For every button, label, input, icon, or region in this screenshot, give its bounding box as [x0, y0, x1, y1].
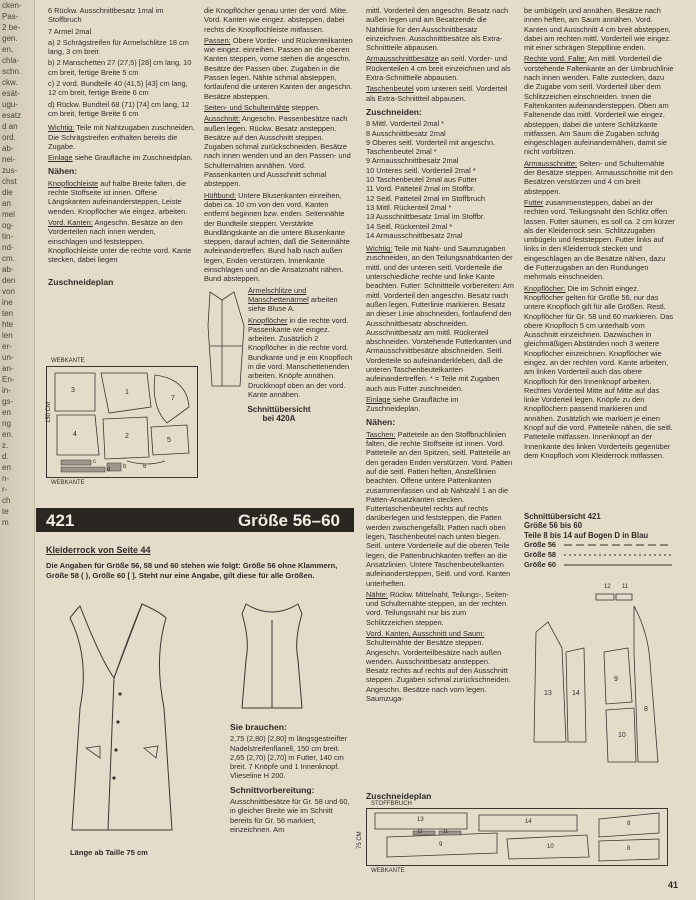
cutting-layout-1-pieces [47, 367, 197, 477]
cut-list-item: a) 2 Schrägstreifen für Armelschlitze 18 cm lang, 3 cm breit [48, 37, 189, 57]
legend-sizes: Größe 56 bis 60 [524, 521, 583, 531]
pattern-banner [36, 508, 354, 532]
piece-label-c: c [93, 459, 96, 465]
sie-brauchen-heading: Sie brauchen: [230, 722, 287, 732]
column-1 [48, 6, 196, 290]
webkante-label-2: WEBKANTE [371, 868, 405, 874]
piece-d [61, 467, 105, 472]
piece-label-1: 1 [125, 389, 129, 396]
zuschneiden-item: 9 Oberes seitl. Vorderteil mit angeschn. Taschenbeutel 2mal * [366, 137, 495, 157]
margin-fragment: 2 be- [2, 23, 21, 32]
legend-title: Schnittübersicht 421 [524, 512, 601, 521]
futter-4: Futter zusammensteppen, dabei an der rechten vord. Teilungsnaht den Schlitz offen lassen. Futter säumen, es soll ca. 2 cm kürzer als der Kleiderrock sein. Schlitzzugaben umbügeln und feststeppen. Futter links auf links in den Kleiderrock stecken und eingeschlagen an die Besätze nähen, dazu die Futterzugaben an den Rundungen mehrmals einschneiden. [524, 197, 675, 282]
piece-label-b: b [123, 464, 127, 470]
cut-list-item: 7 Armel 2mal [48, 26, 92, 36]
pattern-9 [604, 648, 632, 704]
margin-fragment: schn. [2, 67, 22, 76]
margin-fragment: chst [2, 177, 17, 186]
zuschneiden-item: 12 Seitl. Patteteil 2mal im Stoffbruch [366, 193, 485, 203]
zuschneiden-item: 11 Vord. Patteteil 2mal im Stoffbr. [366, 184, 475, 194]
cut-list-1 [48, 6, 196, 118]
zuschneiden-item: 8 Mittl. Vorderteil 2mal * [366, 119, 445, 129]
width-label: 150 CM [46, 401, 52, 423]
legend-parts: Teile 8 bis 14 auf Bogen D in Blau [524, 530, 649, 540]
margin-fragment: cm. [2, 254, 15, 263]
legend-60: Größe 60 [524, 559, 557, 569]
vordkanten-3: Vord. Kanten, Ausschnitt und Saum: Schulternähte der Besätze steppen. Angeschn. Vorderteilbesätze nach außen wenden. Ausschnittbesatz ansteppen. Besatz rechts auf rechts auf den Ausschnitt steppen. Zugaben schmal zurückschneiden. Angeschn. Besätze nach vorn legen. Saumzuga- [366, 629, 511, 704]
schnitt-title: Schnittübersicht [247, 405, 311, 415]
kleiderrock-section [46, 546, 354, 582]
zuschneiden-list [366, 119, 514, 240]
piece-label-12: 12 [417, 829, 423, 835]
zuschneideplan-heading-1: Zuschneideplan [48, 277, 114, 288]
margin-fragment: m [2, 518, 9, 527]
margin-fragment: ugu- [2, 100, 19, 109]
margin-fragment: an- [2, 364, 14, 373]
margin-fragment: die [2, 188, 13, 197]
margin-fragment: in- [2, 386, 11, 395]
pattern-overview-421 [522, 592, 682, 772]
seiten: Seiten- und Schulternähte steppen. [204, 102, 320, 112]
piece-label-9: 9 [439, 842, 443, 848]
overview-label-10: 10 [618, 732, 626, 739]
margin-fragment: an [2, 199, 11, 208]
tasche-3: Taschenbeutel vom unteren seitl. Vorderteil als Extra-Schnittteil abpausen. [366, 84, 508, 103]
jumper-dress-back-illustration [232, 600, 312, 712]
schnittvorbereitung-heading: Schnittvorbereitung: [230, 784, 315, 795]
pattern-number: 421 [46, 511, 75, 530]
kleiderrock-title: Kleiderrock von Seite 44 [46, 545, 151, 555]
wichtig-1: Wichtig: Teile mit Nahtzugaben zuschneiden. Die Schrägstreifen enthalten bereits die Zugabe. [48, 123, 195, 151]
armaus-4: Armausschnitte: Seiten- und Schulternähte der Besätze steppen. Armausschnitte mit den Besätzen verstürzen und 4 cm breit absteppen. [524, 158, 673, 196]
pattern-8 [634, 606, 658, 762]
knopf-1: Knopflochleiste auf halbe Breite falten, die rechte Stoffseite ist innen. Offene Längskanten aufeinandersteppen, Leiste wenden. Knopflöcher wie eingez. arbeiten. [48, 178, 188, 216]
legend-56: Größe 56 [524, 539, 557, 549]
blouse-schematic [204, 286, 248, 396]
piece-label-10: 10 [547, 844, 554, 850]
margin-fragment: ord. [2, 133, 16, 142]
zuschneiden-item: 14 Seitl. Rückenteil 2mal * [366, 221, 453, 231]
naehte-3: Nähte: Rückw. Mittelnaht, Teilungs-, Seiten- und Schulternähte steppen, an der rechten vord. Teilungsnaht nur bis zum Schlitzzeichen steppen. [366, 589, 509, 627]
ausschnitt: Ausschnitt: Angeschn. Passenbesätze nach außen legen. Rückw. Besatz ansteppen. Besätze auf den Ausschnitt steppen. Zugaben schmal zurückschneiden. Besätze nach innen wenden und an den Passen- und Schulternähten annähen. Vord. Passenkanten und Ausschnitt schmal absteppen. [204, 114, 351, 189]
zuschneiden-item: 10 Unteres seitl. Vorderteil 2mal * [366, 165, 476, 175]
webkante-bottom-label: WEBKANTE [51, 480, 85, 486]
zuschneiden-item: 14 Armausschnittbesatz 2mal [366, 230, 463, 240]
vordkanten-1: Vord. Kanten: Angeschn. Besätze an den Vorderteilen nach innen wenden, einschlagen und feststeppen. Knopflochleiste unter die rechte vord. Kante stecken, dabei liegen [48, 217, 192, 265]
column-4 [524, 6, 676, 462]
stoffbruch-label: STOFFBRUCH [371, 801, 412, 807]
column-3 [366, 6, 514, 705]
naehen-heading-3: Nähen: [366, 417, 396, 428]
margin-fragment: nd- [2, 243, 14, 252]
schnitt-sub: bei 420A [262, 414, 296, 424]
zuschneideplan-heading-2: Zuschneideplan [366, 791, 432, 801]
knopf-4: Knopflöcher: Die im Schnitt eingez. Knopflöcher gelten für Größe 56, nur das untere Knopfloch gilt für alle Größen. Restl. Knopflöcher für Gr. 58 und 60 markieren. Das obere Knopfloch 5 cm unterhalb vom Ausschnitt einzeichnen. Dazwischen in gleichmäßigen Abständen noch 3 weitere Knopflöcher einzeichnen. Knopflöcher wie eingez. an der rechten vord. Kante arbeiten, am linken Vorderteil auch das obere Knopfloch für den Innenknopf arbeiten. Rechtes Vorderteil Mitte auf Mitte auf das linke Vorderteil legen. Knöpfe zu den Knopflöchern passend markieren und annähen. Zusätzlich wie markiert je einen Knopf auf die vord. Patteteile nähen, die seitl. Patteteile mitfassen. Innenknopf an der Innenkante des linken Vorderteils gegenüber dem Knopfloch vom Kleiderrock mitfassen. [524, 283, 674, 460]
legend-line-styles [564, 540, 674, 570]
cut-list-item: c) 2 vord. Bundteile 40 (41,5) [43] cm lang, 12 cm breit, fertige Breite 6 cm [48, 79, 188, 98]
piece-label-8a: 8 [627, 821, 631, 827]
piece-label-2: 2 [125, 433, 129, 440]
length-caption: Länge ab Taille 75 cm [70, 848, 148, 857]
cutting-layout-2 [357, 801, 668, 874]
col4-intro: be umbügeln und annähen. Besätze nach innen heften, am Saum annähen. Vord. Kanten und Ausschnitt 4 cm breit absteppen, dabei am rechten mittl. Vorderteil wie eingez. mit einer schrägen Steppllinie enden. [524, 6, 672, 53]
margin-fragment: z. [2, 441, 9, 450]
width-label-2: 75 CM [357, 831, 363, 849]
hueftbund: Hüftbund: Untere Blusenkanten einreihen, dabei ca. 10 cm von den vord. Kanten entfernt beginnen bzw. enden. Seitennähte der Bundteile steppen. Verstärkte Bundlängskante an die untere Blusenkante steppen, darauf achten, daß die Seitennähte aufeinandertreffen. Bund halb nach außen legen, Enden verstürzen. Innenkante einschlagen und an die Ansatznaht nähen. Bund absteppen. [204, 190, 350, 284]
margin-fragment: esatz [2, 111, 22, 120]
overview-label-13: 13 [544, 690, 552, 697]
piece-label-3: 3 [71, 387, 75, 394]
margin-fragment: en. [2, 430, 14, 439]
piece-label-5: 5 [167, 437, 171, 444]
margin-fragment: en, [2, 45, 14, 54]
margin-fragment: gen. [2, 34, 18, 43]
rechte-falte: Rechte vord. Falte: Am mittl. Vorderteil die vorstehende Faltenkante an der Umbruchlinie nach innen wenden. Falte zustecken, dazu die Zugabe vom seitl. Vorderteil über dem Schlitzzeichen einschneiden. Innen die Faltenkanten aufeinandersteppen. Oben am Faltenende das mittl. Vorderteil wie eingez. absteppen, dabei die untere Schlitzkante mitfassen. Am Saum die Zugaben schräg eingeschlagen aufeinandernähen, damit sie nicht vorblitzen. [524, 54, 674, 157]
margin-fragment: d an [2, 122, 18, 131]
margin-fragment: len [2, 331, 13, 340]
passen: Passen: Obere Vorder- und Rückenteilkanten wie eingez. einreihen. Passen an die oberen Kanten steppen, vorne stehen die angeschn. Besätze der Passen über. Zugaben in die Passen legen. Nähte schmal absteppen, fortlaufend die unteren Kanten der angeschn. Besätze absteppen. [204, 35, 353, 101]
blouse-illustration-block [204, 286, 354, 400]
taschen-3: Taschen: Patteteile an den Stoffbruchlinien falten, die rechte Stoffseite ist innen. Vord. Patteteile an den Spitzen, seitl. Patteteile an den geraden Enden verstürzen. Vord. Patten auf die seitl. Patten heften, Ansteßlinien beachten. Offene untere Pattenkanten zusammenfassen und ab Nahtzahl 1 an die Patten-Ansatzkanten stecken. Futtertaschenbeutel rechts auf rechts darüberlegen und feststeppen, die Patten werden zwischengefaßt. Patten nach oben legen, Taschenbeutel nach unten biegen. Seitl. untere Vorderteile auf die oberen Teile legen, die Pattenbruchkanten treffen an die Ansatzlinien. Untere Taschenbeutelkanten aufeinandersteppen, Seitl. und vord. Kanten unterheften. [366, 429, 513, 588]
kleiderrock-intro: Die Angaben für Größe 56, 58 und 60 stehen wie folgt: Größe 56 ohne Klammern, Größe 58 ( ), Größe 60 [ ]. Steht nur eine Angabe, gilt diese für alle Größen. [46, 561, 338, 580]
schnittvorbereitung-text: Ausschnittbesätze für Gr. 58 und 60, in gleicher Breite wie im Schnitt bereits für Gr. 56 markiert, einzeichnen. Am [230, 797, 350, 834]
piece-label-7: 7 [171, 395, 175, 402]
margin-fragment: zus- [2, 166, 18, 175]
zuschneiden-item: 13 Mittl. Rückenteil 2mal * [366, 202, 452, 212]
page-number: 41 [667, 880, 678, 890]
sie-brauchen-text: 2,75 (2,80) [2,80] m längsgestreifter Nadelstreifenflanell, 150 cm breit. 2,65 (2,70) [2,70] m Futter, 140 cm breit. 7 Knöpfe und 1 Innenknopf. Vlieseline H 200. [230, 734, 348, 781]
armaus-3: Armausschnittbesätze an seitl. Vorder- und Rückenteilen 4 cm breit einzeichnen und als Extra-Schnittteile abpausen. [366, 54, 511, 83]
overview-label-11: 11 [622, 584, 629, 590]
aermel: Ärmelschlitze und Manschettenärmel arbeiten siehe Bluse A. [248, 285, 338, 314]
margin-fragment: hte [2, 320, 14, 329]
margin-fragment: En- [2, 375, 15, 384]
margin-fragment: ine [2, 298, 13, 307]
cut-list-item: 6 Rückw. Ausschnittbesatz 1mal im Stoffbruch [48, 6, 164, 25]
schnitt-legend [524, 512, 676, 570]
piece-label-6: 6 [143, 464, 147, 470]
legend-lines [524, 540, 676, 570]
margin-fragment: en [2, 463, 11, 472]
overview-label-9: 9 [614, 676, 618, 683]
col3-intro: mittl. Vorderteil den angeschn. Besatz nach außen legen und am Besatzende die Nahtlinie für den Ausschnittbesatz einzeichnen. Ausschnittbesätze als Extra-Schnittteile abpausen. [366, 6, 509, 53]
piece-label-4: 4 [73, 431, 77, 438]
zuschneiden-item: 10 Taschenbeutel 2mal aus Futter [366, 175, 478, 185]
margin-fragment: ab- [2, 144, 14, 153]
pattern-size: Größe 56–60 [237, 511, 340, 530]
margin-fragment: gs- [2, 397, 14, 406]
column-2 [204, 6, 354, 424]
margin-fragment: un- [2, 353, 14, 362]
margin-fragment: te [2, 507, 9, 516]
margin-fragment: og- [2, 221, 14, 230]
cutting-layout-2-pieces [367, 809, 667, 865]
margin-fragment: ab- [2, 265, 14, 274]
cutting-layout-1 [46, 358, 198, 486]
margin-fragment: Pas- [2, 12, 19, 21]
einlage-3: Einlage siehe Graufläche im Zuschneideplan. [366, 394, 459, 414]
margin-fragment: er- [2, 342, 12, 351]
overview-label-12: 12 [604, 584, 611, 590]
margin-fragment: esät- [2, 89, 20, 98]
margin-fragment: nei- [2, 155, 16, 164]
margin-fragment: en [2, 408, 11, 417]
jumper-dress-illustration [50, 598, 200, 838]
piece-label-d: d [107, 467, 111, 473]
margin-fragment: ch [2, 496, 11, 505]
margin-fragment: chla- [2, 56, 20, 65]
margin-fragment: mel [2, 210, 15, 219]
margin-fragment: n- [2, 474, 10, 483]
piece-11-small [616, 594, 632, 600]
margin-fragment: ng [2, 419, 11, 428]
knopfloecher-2: Knopflöcher in die rechte vord. Passenkante wie eingez. arbeiten. Zusätzlich 2 Knopflöcher in die rechte vord. Bundkante und je ein Knopfloch in die vord. Manschettenenden arbeiten. Knöpfe annähen. Druckknopf oben an der vord. Kante annähen. [248, 315, 353, 399]
naehen-heading-1: Nähen: [48, 166, 78, 177]
cut-list-item: d) Rückw. Bundteil 68 (71) [74] cm lang, 12 cm breit, fertige Breite 6 cm [48, 99, 190, 118]
overview-label-8: 8 [644, 706, 648, 713]
piece-label-8b: 8 [627, 846, 631, 852]
margin-fragment: den [2, 276, 16, 285]
margin-fragment: tin- [2, 232, 14, 241]
piece-3 [55, 373, 95, 411]
margin-fragment: cken- [2, 1, 22, 10]
cut-list-item: b) 2 Manschetten 27 (27,5) [28] cm lang, 10 cm breit, fertige Breite 5 cm [48, 58, 192, 77]
piece-label-14: 14 [525, 819, 532, 825]
margin-fragment: d. [2, 452, 9, 461]
margin-fragment: r- [2, 485, 8, 494]
zuschneiden-heading: Zuschneiden: [366, 106, 422, 117]
margin-fragment: ten [2, 309, 14, 318]
einlage-1: Einlage siehe Graufläche im Zuschneidplan. [48, 153, 193, 163]
zuschneiden-item: 8 Ausschnittbesatz 2mal [366, 128, 446, 138]
left-margin-strip [0, 0, 35, 900]
wichtig-3: Wichtig: Teile mit Naht- und Saumzugaben zuschneiden, an den Teilungsnahtkanten der mittl. und der unteren seitl. Vorderteile die unterschiedliche rechte und linke Kante beachten. Futter: Schnittteile vorbereiten: Am mittl. Vorderteil den angeschn. Besatz nach außen legen, Futterlinie markieren. Besatz an dieser Linie abschneiden, fortlaufend den Ausschnittbesatz abschneiden. Ausschnittbesatz am mittl. Rückenteil abschneiden. Vorstehende Futterkanten und Armausschnittbesätze abschneiden. Seitl. Vorderteile so aufeinanderkleben, daß die unteren Taschenbeutelkanten aufeinandertreffen. * = Teile mit Zugaben auch aus Futter zuschneiden. [366, 244, 514, 393]
webkante-top-label: WEBKANTE [51, 358, 85, 364]
piece-label-11: 11 [443, 829, 449, 835]
piece-label-13: 13 [417, 817, 424, 823]
piece-12-small [596, 594, 614, 600]
zuschneiden-item: 13 Ausschnittbesatz 1mal im Stoffbr. [366, 212, 485, 222]
margin-fragment: von [2, 287, 15, 296]
legend-58: Größe 58 [524, 549, 557, 559]
col2-intro: die Knopflöcher genau unter der vord. Mitte. Vord. Kanten wie eingez. absteppen, dabei rechts die Knopflochleiste mitfassen. [204, 6, 349, 34]
margin-fragment: ckw. [2, 78, 18, 87]
overview-label-14: 14 [572, 690, 580, 697]
pattern-13 [534, 622, 566, 742]
column-mid-2 [230, 718, 354, 836]
piece-4 [57, 415, 99, 455]
piece-c [61, 460, 91, 465]
zuschneiden-item: 9 Armausschnittbesatz 2mal [366, 156, 459, 166]
